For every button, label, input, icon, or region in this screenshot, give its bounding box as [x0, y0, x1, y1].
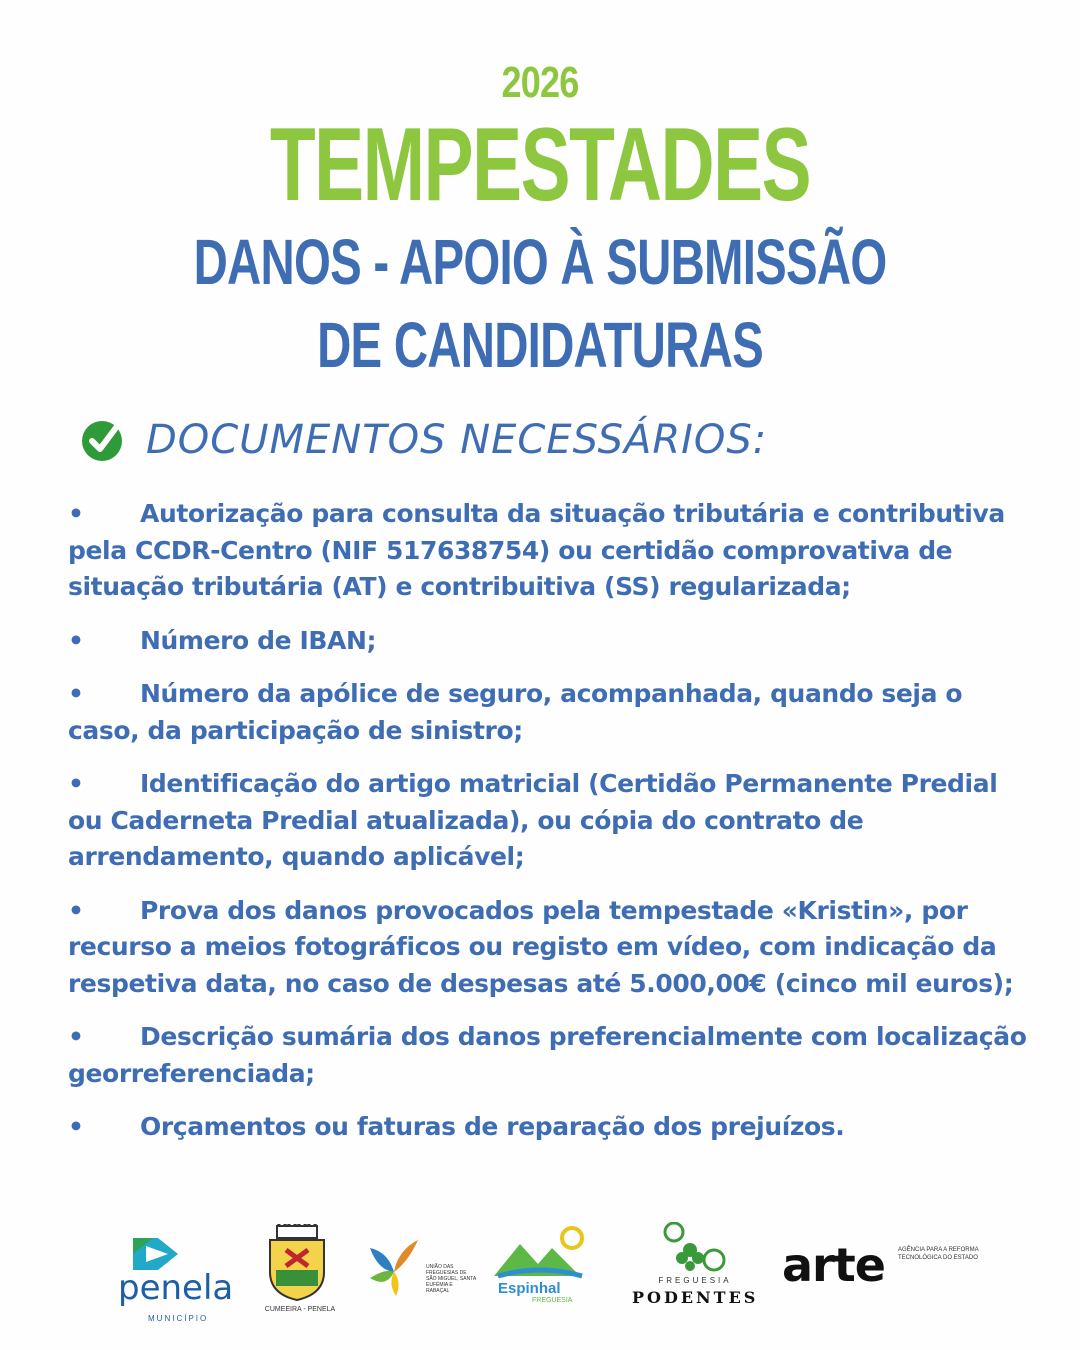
bullet: •: [68, 679, 84, 708]
grapes-icon: [660, 1222, 730, 1272]
podentes-logo: [632, 1222, 758, 1312]
subtitle-line-2: DE CANDIDATURAS: [317, 309, 763, 381]
leaf-emblem-icon: [368, 1238, 420, 1298]
documents-header: [80, 412, 767, 468]
documents-heading: DOCUMENTOS NECESSÁRIOS:: [146, 417, 768, 463]
list-item-text: Orçamentos ou faturas de reparação dos prejuízos.: [140, 1112, 845, 1141]
list-item: [68, 893, 1028, 1003]
podentes-text: PODENTES: [632, 1288, 759, 1307]
coat-of-arms-icon: [262, 1224, 332, 1302]
penela-subtext: MUNICÍPIO: [148, 1314, 209, 1323]
cumeeira-text: CUMEEIRA - PENELA: [264, 1306, 336, 1313]
bullet: •: [68, 1022, 84, 1051]
check-circle-icon: [80, 417, 126, 463]
uniao-text: UNIÃO DAS FREGUESIAS DE SÃO MIGUEL, SANTA EUFÉMIA E RABAÇAL: [426, 1264, 476, 1294]
list-item-text: Número da apólice de seguro, acompanhada, quando seja o caso, da participação de sinistro;: [68, 679, 963, 745]
espinhal-text: Espinhal: [498, 1280, 561, 1297]
arte-subtext: AGÊNCIA PARA A REFORMA TECNOLÓGICA DO ESTADO: [898, 1247, 979, 1261]
podentes-toptext: FREGUESIA: [658, 1276, 732, 1285]
penela-logo: [118, 1234, 234, 1324]
list-item: [68, 1109, 1028, 1146]
list-item-text: Autorização para consulta da situação tributária e contributiva pela CCDR-Centro (NIF 517638754) ou certidão comprovativa de situação tributária (AT) e contribuitiva (SS) regularizada;: [68, 499, 1005, 601]
bullet: •: [68, 895, 84, 925]
bullet: •: [68, 769, 84, 798]
subtitle-line-1: DANOS - APOIO À SUBMISSÃO: [193, 226, 887, 298]
espinhal-logo: [494, 1224, 586, 1314]
list-item: [68, 1019, 1028, 1092]
mountain-sun-icon: [494, 1224, 586, 1286]
list-item: [68, 676, 1028, 749]
cumeeira-coat-of-arms: [262, 1224, 338, 1320]
list-item: [68, 496, 1028, 606]
list-item: [68, 623, 1028, 660]
list-item: [68, 766, 1028, 876]
arte-logo: [782, 1238, 992, 1304]
list-item-text: Descrição sumária dos danos preferencialmente com localização georreferenciada;: [68, 1022, 1027, 1088]
penela-text: penela: [118, 1268, 234, 1308]
arte-text: arte: [782, 1238, 885, 1292]
list-item-text: Prova dos danos provocados pela tempestade «Kristin», por recurso a meios fotográficos ou registo em vídeo, com indicação da respetiva data, no caso de despesas até 5.000,00€ (cinco mil euros);: [68, 895, 1014, 998]
partner-logos: [0, 1220, 1080, 1323]
list-item-text: Identificação do artigo matricial (Certidão Permanente Predial ou Caderneta Predial atualizada), ou cópia do contrato de arrendamento, quando aplicável;: [68, 769, 998, 871]
bullet: •: [68, 1112, 84, 1141]
main-title: TEMPESTADES: [269, 107, 811, 223]
espinhal-subtext: FREGUESIA: [532, 1297, 573, 1304]
list-item-text: Número de IBAN;: [140, 625, 377, 655]
bullet: •: [68, 625, 84, 655]
bullet: •: [68, 499, 84, 528]
uniao-freguesias-logo: [368, 1238, 476, 1318]
year: 2026: [501, 58, 579, 107]
documents-list: [68, 496, 1028, 1163]
